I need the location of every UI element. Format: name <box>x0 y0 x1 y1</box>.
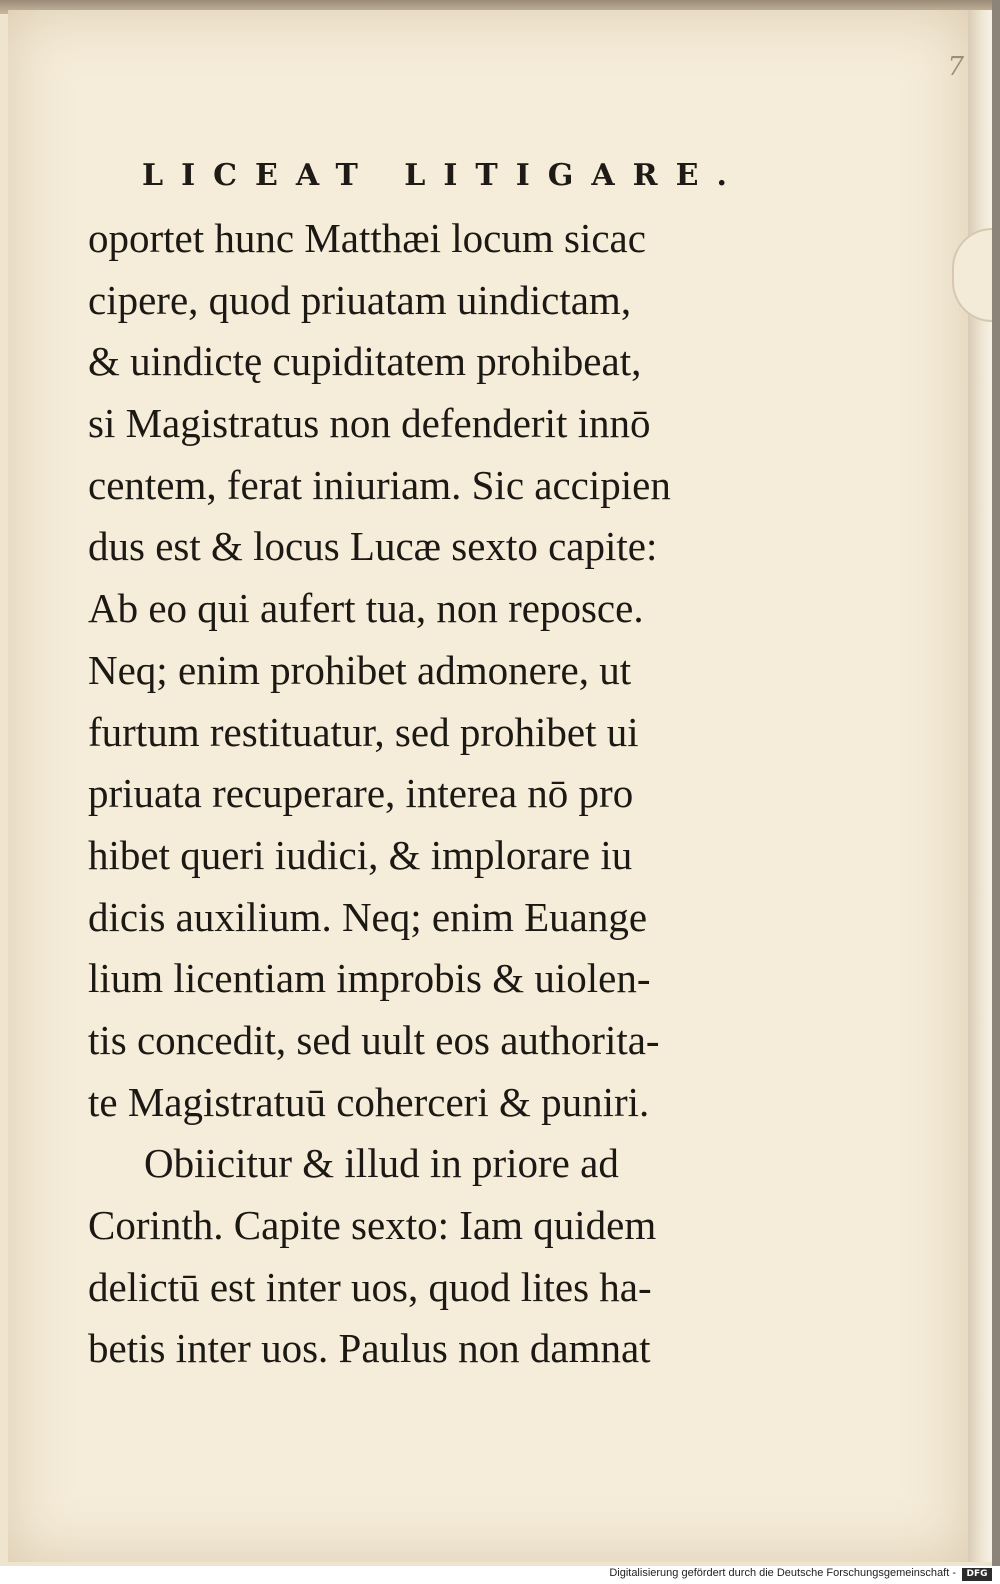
text-line: dus est & locus Lucæ sexto capite: <box>88 523 658 570</box>
text-line: betis inter uos. Paulus non damnat <box>88 1325 651 1372</box>
text-line: Neq; enim prohibet admonere, ut <box>88 646 632 693</box>
folio-number: 7 <box>947 52 964 82</box>
digitization-credit: Digitalisierung gefördert durch die Deutsche Forschungsgemeinschaft - <box>609 1567 956 1579</box>
scan-border <box>992 0 1000 1584</box>
text-line: dicis auxilium. Neq; enim Euange <box>88 893 648 940</box>
text-line: Obiicitur & illud in priore ad <box>144 1140 619 1187</box>
text-line: Ab eo qui aufert tua, non reposce. <box>88 585 644 632</box>
text-line: hibet queri iudici, & implorare iu <box>88 831 633 878</box>
text-line: te Magistratuū coherceri & puniri. <box>88 1078 650 1125</box>
text-line: si Magistratus non defenderit innō <box>88 400 651 447</box>
text-line: Corinth. Capite sexto: Iam quidem <box>88 1202 657 1248</box>
text-line: tis concedit, sed uult eos authorita- <box>88 1016 660 1063</box>
dfg-logo: DFG <box>962 1568 992 1581</box>
text-line: furtum restituatur, sed prohibet ui <box>88 708 639 755</box>
text-line: priuata recuperare, interea nō pro <box>88 770 634 817</box>
text-line: lium licentiam improbis & uiolen- <box>88 955 651 1002</box>
text-line: cipere, quod priuatam uindictam, <box>88 276 632 323</box>
text-line: delictū est inter uos, quod lites ha- <box>88 1263 652 1310</box>
running-head: LICEAT LITIGARE. <box>142 158 745 193</box>
body-text <box>88 208 928 1380</box>
text-line: centem, ferat iniuriam. Sic accipien <box>88 461 671 508</box>
text-line: & uindictę cupiditatem prohibeat, <box>88 338 642 385</box>
text-line: oportet hunc Matthæi locum sicac <box>88 215 646 261</box>
